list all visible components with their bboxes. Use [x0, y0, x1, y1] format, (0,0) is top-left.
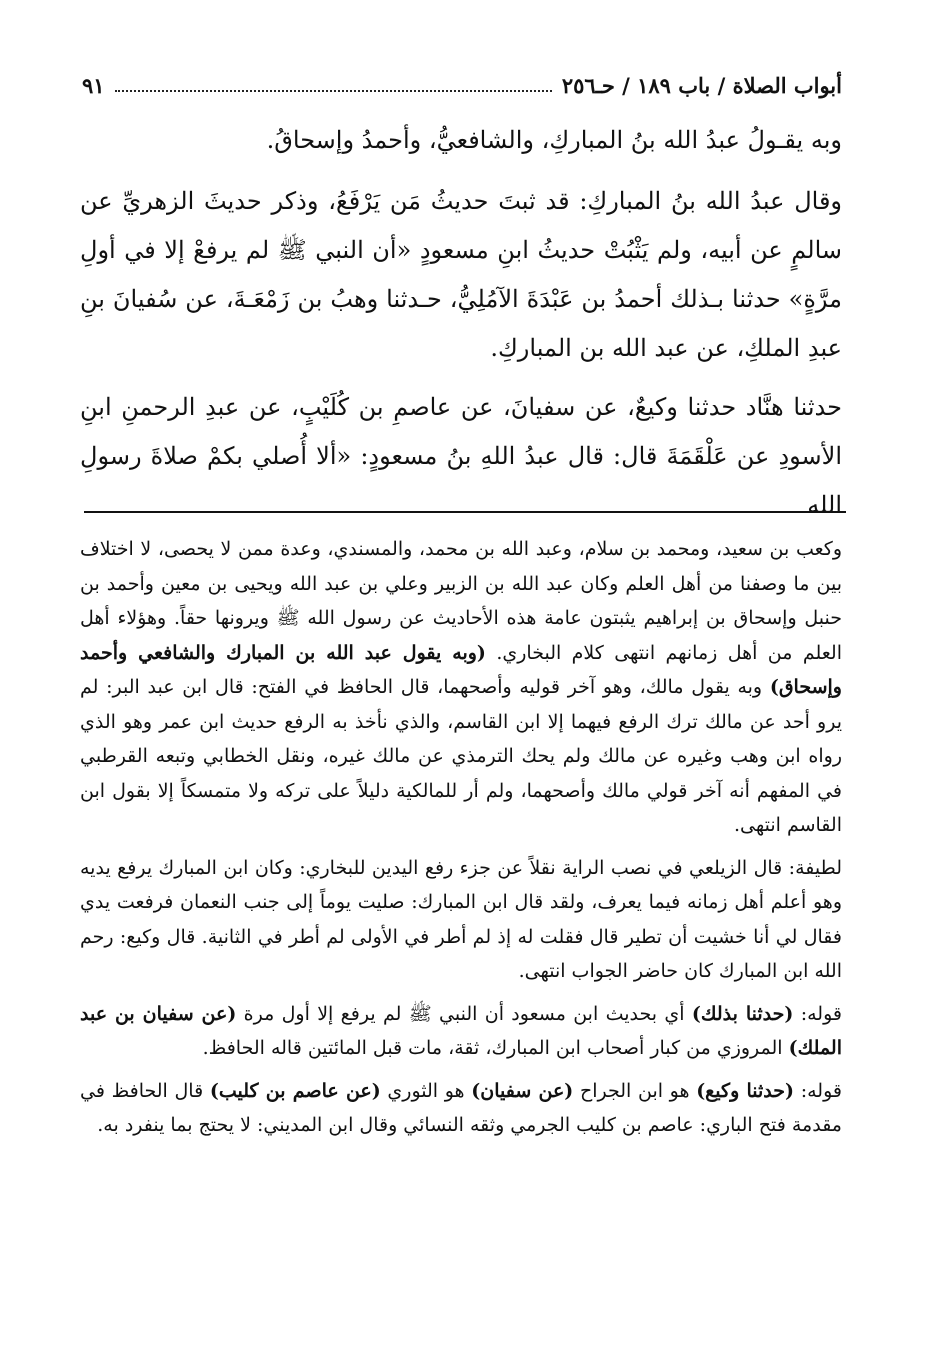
- dotted-leader: [115, 90, 552, 92]
- qawluhu-label: قوله:: [800, 1079, 842, 1102]
- page-number: ٩١: [82, 73, 105, 98]
- commentary-text: وكعب بن سعيد، ومحمد بن سلام، وعبد الله بن محمد، والمسندي، وعدة ممن لا يحصى، لا اختلاف بين ما وصفنا من أهل العلم وكان عبد الله بن الزبير وعلي بن عبد الله ويحيى بن معين وأحمد بن حنبل وإسحاق بن إبراهيم يثبتون عامة هذه الأحاديث عن رسول الله ﷺ ويرونها حقاً. وهؤلاء أهل العلم من أهل زمانهم انتهى كلام البخاري.: [80, 538, 842, 664]
- quoted-matn: (حدثنا وكيع): [696, 1079, 795, 1102]
- footnote-separator: [84, 511, 846, 513]
- commentary-paragraph-3: [80, 997, 842, 1066]
- main-paragraph-2: وقال عبدُ الله بنُ المباركِ: قد ثبتَ حديثُ مَن يَرْفَعُ، وذكر حديثَ الزهريِّ عن سالمٍ عن أبيه، ولم يَثْبُتْ حديثُ ابنِ مسعودٍ «أن النبي ﷺ لم يرفعْ إلا في أولِ مرَّةٍ» حدثنا بـذلك أحمدُ بن عَبْدَةَ الآمُلِيُّ، حـدثنا وهبُ بن زَمْعَـةَ، عن سُفيانَ بنِ عبدِ الملكِ، عن عبد الله بن المباركِ.: [80, 187, 843, 362]
- commentary: [80, 532, 842, 1151]
- page-header: [82, 58, 842, 98]
- commentary-paragraph-2: لطيفة: قال الزيلعي في نصب الراية نقلاً عن جزء رفع اليدين للبخاري: وكان ابن المبارك يرفع يديه وهو أعلم أهل زمانه فيما يعرف، ولقد قال ابن المبارك: صليت يوماً إلى جنب النعمان فرفعت يدي فقال لي أنا خشيت أن تطير قال فقلت له إذ لم أطر في الأولى لم أطر في الثانية. قال وكيع: رحم الله ابن المبارك كان حاضر الجواب انتهى.: [80, 856, 843, 982]
- commentary-paragraph-4: [80, 1074, 842, 1143]
- quoted-matn: (عن سفيان): [471, 1079, 574, 1102]
- qawluhu-label: قوله:: [800, 1002, 842, 1025]
- commentary-text: أي بحديث ابن مسعود أن النبي ﷺ لم يرفع إلا أول مرة: [243, 1002, 685, 1025]
- main-paragraph-3: حدثنا هنَّاد حدثنا وكيعٌ، عن سفيانَ، عن عاصمِ بن كُلَيْبٍ، عن عبدِ الرحمنِ ابنِ الأسودِ عن عَلْقَمَةَ قال: قال عبدُ اللهِ بنُ مسعودٍ: «ألا أُصلي بكمْ صلاةَ رسولِ الله: [80, 393, 842, 519]
- running-title: أبواب الصلاة / باب ١٨٩ / حـ٢٥٦: [561, 73, 842, 98]
- commentary-text: هو ابن الجراح: [579, 1079, 690, 1102]
- quoted-matn: (عن عاصم بن كليب): [209, 1079, 381, 1102]
- commentary-text: المروزي من كبار أصحاب ابن المبارك، ثقة، مات قبل المائتين قاله الحافظ.: [202, 1037, 783, 1059]
- quoted-matn: (وبه يقول عبد الله بن المبارك والشافعي وأحمد وإسحاق): [80, 641, 842, 698]
- quoted-matn: (حدثنا بذلك): [691, 1002, 794, 1025]
- commentary-text: قال الحافظ في مقدمة فتح الباري: عاصم بن كليب الجرمي وثقه النسائي وقال ابن المديني: لا يحتج بما ينفرد به.: [80, 1079, 842, 1136]
- commentary-text: وبه يقول مالك، وهو آخر قوليه وأصحهما، قال الحافظ في الفتح: قال ابن عبد البر: لم يرو أحد عن مالك ترك الرفع فيهما إلا ابن القاسم، والذي نأخذ به الرفع حديث ابن عمر وهو الذي رواه ابن وهب وغيره عن مالك ولم يحك الترمذي عن مالك غيره، ونقل الخطابي وتبعه القرطبي في المفهم أنه آخر قولي مالك وأصحهما، ولم أر للمالكية دليلاً على تركه ولا متمسكاً إلا بقول ابن القاسم انتهى.: [80, 676, 842, 836]
- main-text: [80, 116, 842, 540]
- quoted-matn: (عن سفيان بن عبد الملك): [80, 1002, 842, 1059]
- main-paragraph-1: وبه يقـولُ عبدُ الله بنُ المباركِ، والشافعيُّ، وأحمدُ وإسحاقُ.: [266, 126, 842, 154]
- commentary-text: هو الثوري: [387, 1079, 465, 1102]
- commentary-paragraph-1: [80, 532, 842, 843]
